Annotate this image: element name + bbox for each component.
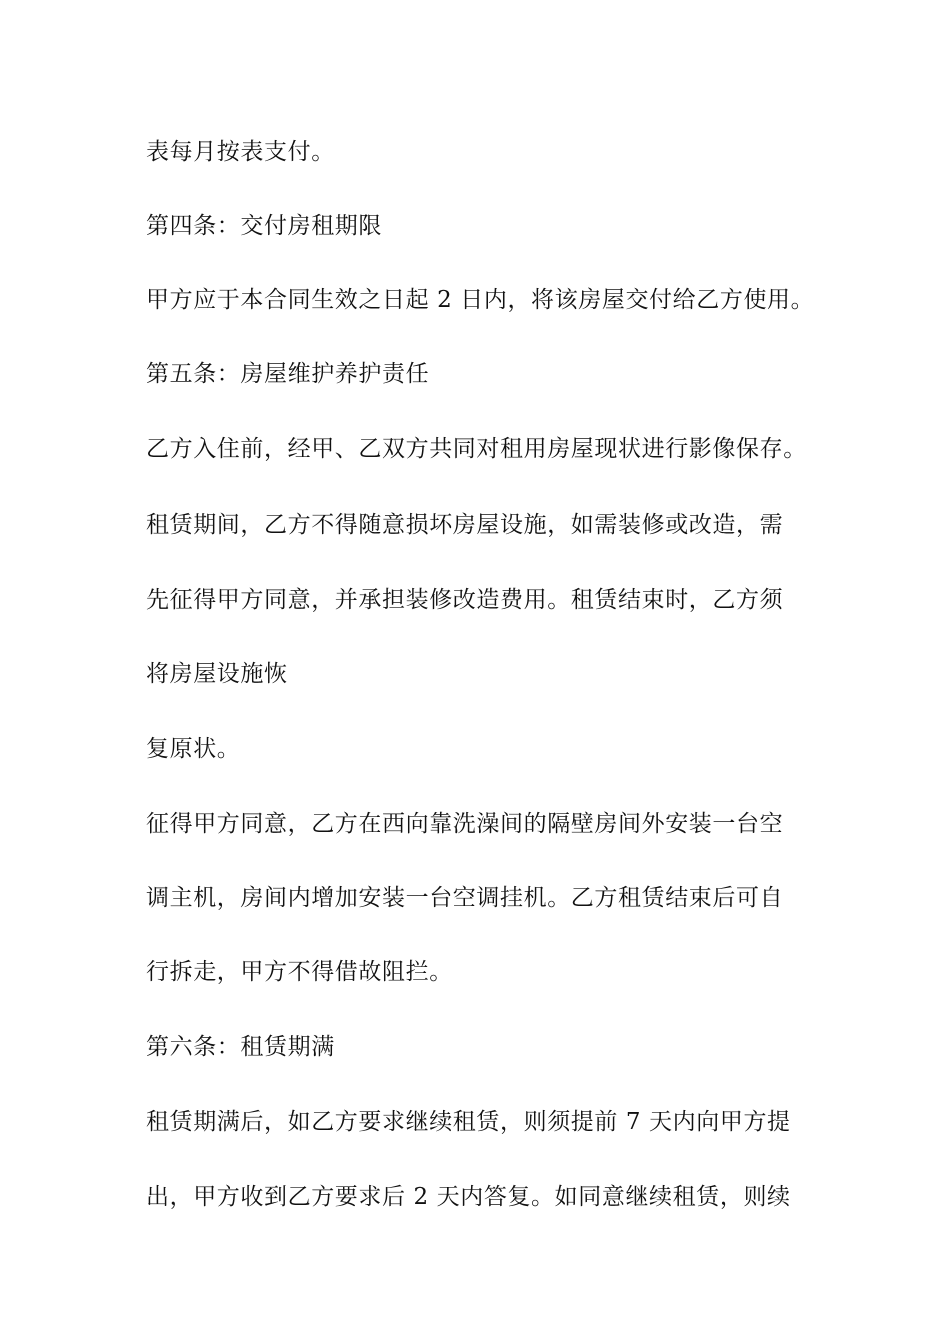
section-heading-article-5: 第五条：房屋维护养护责任 xyxy=(146,361,430,387)
text-line: 行拆走，甲方不得借故阻拦。 xyxy=(146,959,453,985)
text-line: 征得甲方同意，乙方在西向靠洗澡间的隔壁房间外安装一台空 xyxy=(146,811,784,837)
text-line: 租赁期间，乙方不得随意损坏房屋设施，如需装修或改造，需 xyxy=(146,512,784,538)
text-line: 调主机，房间内增加安装一台空调挂机。乙方租赁结束后可自 xyxy=(146,885,784,911)
text-line: 甲方应于本合同生效之日起 2 日内，将该房屋交付给乙方使用。 xyxy=(146,287,815,313)
text-line: 出，甲方收到乙方要求后 2 天内答复。如同意继续租赁，则续 xyxy=(146,1184,791,1210)
text-line: 乙方入住前，经甲、乙双方共同对租用房屋现状进行影像保存。 xyxy=(146,436,807,462)
section-heading-article-6: 第六条：租赁期满 xyxy=(146,1034,335,1060)
text-line: 租赁期满后，如乙方要求继续租赁，则须提前 7 天内向甲方提 xyxy=(146,1109,791,1135)
text-line: 将房屋设施恢 xyxy=(146,661,288,687)
text-line: 复原状。 xyxy=(146,736,241,762)
text-line: 先征得甲方同意，并承担装修改造费用。租赁结束时，乙方须 xyxy=(146,587,784,613)
section-heading-article-4: 第四条：交付房租期限 xyxy=(146,213,382,239)
text-line: 表每月按表支付。 xyxy=(146,139,335,165)
